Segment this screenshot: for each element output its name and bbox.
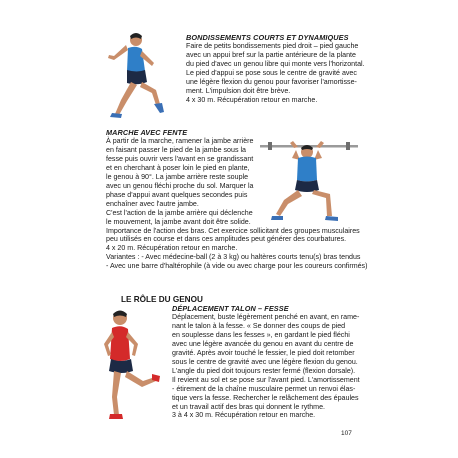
section-body-bondissements bbox=[186, 42, 365, 105]
body-line: nant le talon à la fesse. « Se donner des coups de pied bbox=[172, 321, 346, 330]
body-line: fesse puis ouvrir vers l'avant en se grandissant bbox=[106, 154, 254, 163]
body-line: avec un appui bref sur la partie antérieure de la plante bbox=[186, 50, 356, 59]
body-line: enchaîner avec l'autre jambe. bbox=[106, 199, 199, 208]
body-line: et un travail actif des bras qui donnent le rythme. bbox=[172, 402, 325, 411]
section-title-bondissements: BONDISSEMENTS COURTS ET DYNAMIQUES bbox=[186, 33, 349, 42]
body-line: sous le centre de gravité avec une légère flexion du genou. bbox=[172, 357, 358, 366]
athlete-lunge-barbell-photo bbox=[258, 136, 360, 228]
body-line: Faire de petits bondissements pied droit – pied gauche bbox=[186, 42, 359, 50]
body-line: Importance de l'action des bras. Cet exercice sollicitant des groupes musculaires bbox=[106, 226, 360, 235]
body-line: - Avec une barre d'haltérophile (à vide ou avec charge pour les coureurs confirmés) bbox=[106, 262, 368, 271]
body-line: une légère flexion du genou pour favoriser l'amortisse- bbox=[186, 77, 357, 86]
body-line: en souplesse dans les fesses », en gardant le pied fléchi bbox=[172, 330, 350, 339]
body-line: le mouvement, la jambe avant doit être solide. bbox=[106, 217, 251, 226]
body-line: 4 x 30 m. Récupération retour en marche. bbox=[186, 95, 318, 104]
body-line: avec une légère avancée du genou en avant du centre de bbox=[172, 339, 354, 348]
body-line: À partir de la marche, ramener la jambe arrière bbox=[106, 137, 254, 145]
body-line: le genou à 90°. La jambe arrière reste souple bbox=[106, 172, 249, 181]
body-line: gravité. Après avoir touché le fessier, le pied doit retomber bbox=[172, 348, 355, 357]
body-line: et en cherchant à poser loin le pied en plante, bbox=[106, 163, 250, 172]
body-line: en faisant passer le pied de la jambe sous la bbox=[106, 145, 246, 154]
body-line: avec un genou fléchi proche du sol. Marquer la bbox=[106, 181, 254, 190]
athlete-heel-kick-photo bbox=[94, 304, 162, 428]
body-line: peu utilisés en course et dans ces amplitudes peut générer des courbatures. bbox=[106, 235, 347, 244]
section-body-deplacement-talon-fesse bbox=[172, 313, 360, 420]
section-title-marche-avec-fente: MARCHE AVEC FENTE bbox=[106, 128, 188, 137]
body-line: - étirement de la chaîne musculaire permet un renvoi élas- bbox=[172, 384, 356, 393]
athlete-bounding-photo bbox=[96, 30, 168, 122]
body-line: Il revient au sol et se pose sur l'avant pied. L'amortissement bbox=[172, 375, 360, 384]
section-heading-genou: LE RÔLE DU GENOU bbox=[121, 295, 203, 304]
body-line: phase d'appui avant quelques secondes puis bbox=[106, 190, 248, 199]
page-number: 107 bbox=[341, 430, 352, 437]
body-line: Le pied d'appui se pose sous le centre de gravité avec bbox=[186, 68, 357, 77]
body-line: du pied d'avec un genou libre qui monte vers l'horizontal. bbox=[186, 59, 365, 68]
body-line: 4 x 20 m. Récupération retour en marche. bbox=[106, 244, 238, 253]
body-line: tique vers la fesse. Rechercher le relâchement des épaules bbox=[172, 393, 359, 402]
section-title-deplacement-talon-fesse: DÉPLACEMENT TALON – FESSE bbox=[172, 304, 289, 313]
body-line: Variantes : - Avec médecine-ball (2 à 3 kg) ou haltères courts tenu(s) bras tendus bbox=[106, 253, 361, 262]
body-line: C'est l'action de la jambe arrière qui déclenche bbox=[106, 208, 253, 217]
body-line: Déplacement, buste légèrement penché en avant, en rame- bbox=[172, 313, 360, 321]
body-line: ment. L'impulsion doit être brève. bbox=[186, 86, 291, 95]
body-line: 3 à 4 x 30 m. Récupération retour en marche. bbox=[172, 411, 316, 420]
body-line: L'angle du pied doit toujours rester fermé (flexion dorsale). bbox=[172, 366, 356, 375]
